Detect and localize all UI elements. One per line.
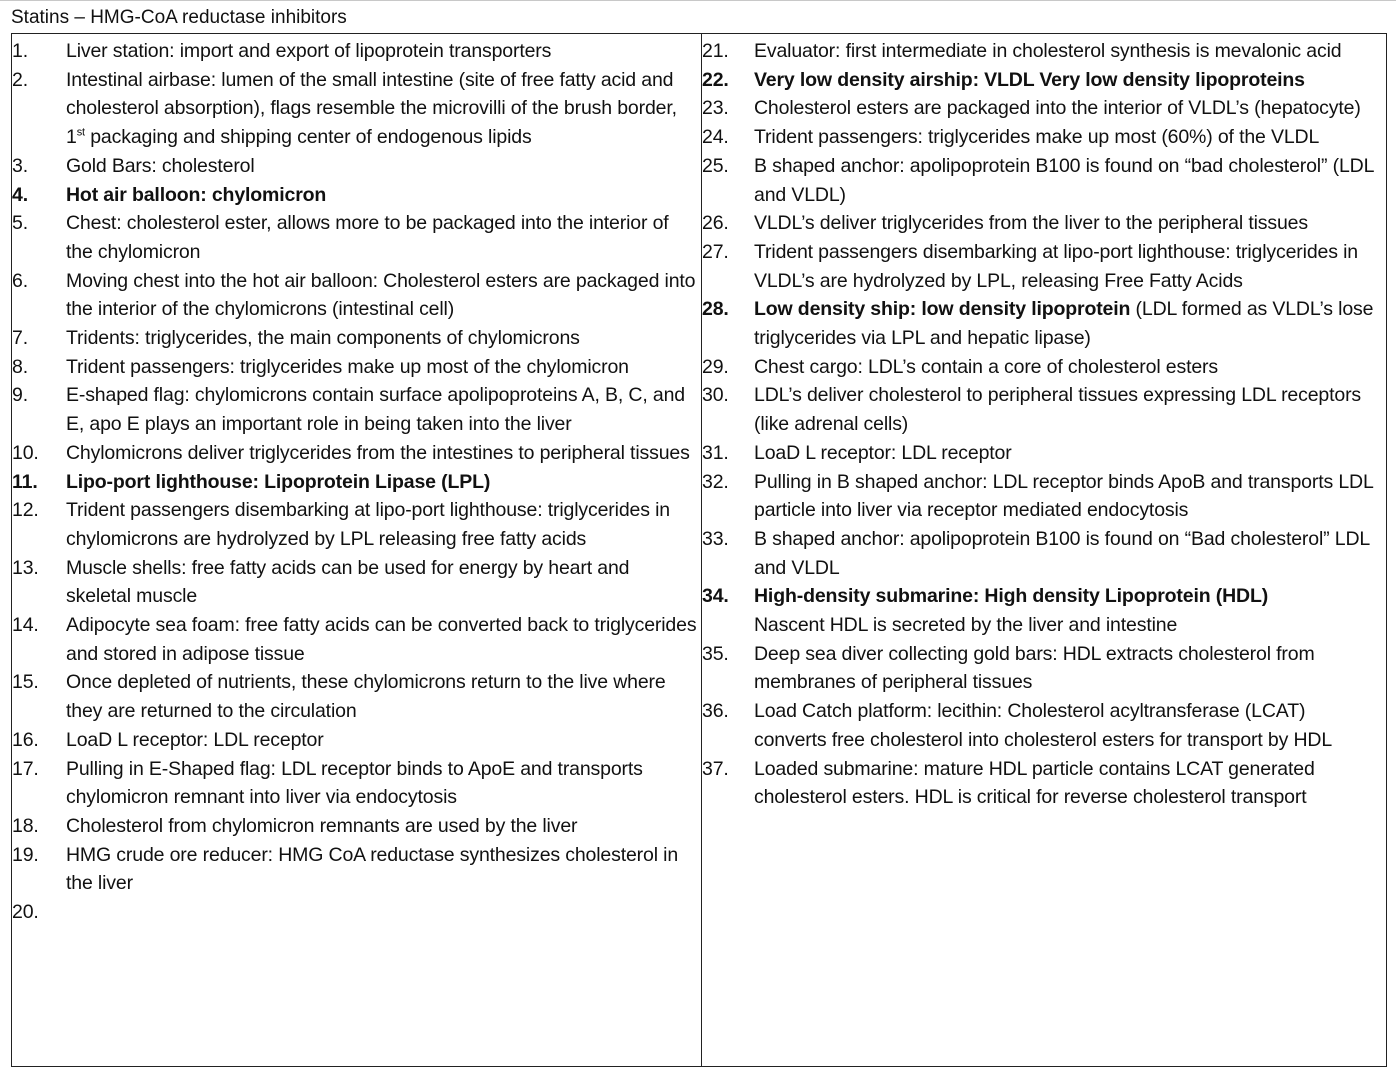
- list-item: [702, 582, 1386, 639]
- item-text: [754, 755, 1386, 812]
- item-number: 11.: [12, 470, 38, 493]
- item-number: 20.: [12, 901, 39, 924]
- item-body-text: (LDL formed as VLDL’s lose triglycerides via LPL and hepatic lipase): [754, 298, 1374, 350]
- item-number: 5.: [12, 212, 28, 235]
- item-number: 7.: [12, 327, 28, 350]
- item-text: [66, 381, 701, 438]
- item-text: [66, 267, 701, 324]
- item-body-text: Trident passengers disembarking at lipo-port lighthouse: triglycerides in chylomicrons are hydrolyzed by LPL releasing free fatty acids: [66, 499, 670, 550]
- item-text: [754, 468, 1386, 525]
- item-number: 4.: [12, 183, 28, 206]
- list-item: [702, 755, 1386, 812]
- item-number: 1.: [12, 40, 28, 62]
- list-item: [702, 37, 1386, 66]
- list-item: [702, 381, 1386, 438]
- item-number: 29.: [702, 355, 729, 378]
- list-item: [12, 439, 701, 468]
- list-item: [702, 697, 1386, 754]
- item-number: 21.: [702, 40, 729, 62]
- item-text: [754, 94, 1386, 123]
- item-number: 35.: [702, 642, 729, 665]
- item-number: 3.: [12, 154, 28, 177]
- item-text: [754, 381, 1386, 438]
- item-text: [66, 496, 701, 553]
- item-number: 33.: [702, 527, 729, 550]
- item-number: 36.: [702, 700, 729, 723]
- right-column: [702, 34, 1386, 1066]
- list-item: [12, 755, 701, 812]
- list-item: [12, 267, 701, 324]
- list-item: [702, 353, 1386, 382]
- list-item: [702, 123, 1386, 152]
- item-body-text: Pulling in B shaped anchor: LDL receptor binds ApoB and transports LDL particle into liver via receptor mediated endocytosis: [754, 470, 1373, 522]
- item-body-text: Chylomicrons deliver triglycerides from the intestines to peripheral tissues: [66, 441, 690, 464]
- item-superscript: st: [76, 126, 85, 139]
- item-text: [66, 324, 701, 353]
- list-item: [702, 152, 1386, 209]
- list-item: [12, 496, 701, 553]
- list-item: [702, 94, 1386, 123]
- list-item: [702, 66, 1386, 95]
- item-number: 16.: [12, 728, 39, 751]
- item-body-text: Cholesterol esters are packaged into the interior of VLDL’s (hepatocyte): [754, 97, 1361, 120]
- item-number: 30.: [702, 384, 729, 407]
- item-body-text: VLDL’s deliver triglycerides from the liver to the peripheral tissues: [754, 212, 1308, 235]
- list-item: [12, 841, 701, 898]
- item-number: 17.: [12, 757, 39, 780]
- item-number: 15.: [12, 671, 39, 694]
- list-item: [12, 611, 701, 668]
- list-item: [12, 181, 701, 210]
- item-body-text: LoaD L receptor: LDL receptor: [66, 728, 324, 751]
- item-body-text: Chest: cholesterol ester, allows more to be packaged into the interior of the chylomicron: [66, 212, 669, 263]
- list-item: [702, 439, 1386, 468]
- item-text: [66, 812, 701, 841]
- item-text: [754, 238, 1386, 295]
- item-number: 25.: [702, 154, 729, 177]
- item-text: [66, 152, 701, 181]
- item-number: 31.: [702, 441, 729, 464]
- left-column: [12, 34, 702, 1066]
- list-item: [702, 468, 1386, 525]
- item-number: 6.: [12, 269, 28, 292]
- item-body-text: Cholesterol from chylomicron remnants are used by the liver: [66, 814, 578, 837]
- item-text: [66, 209, 701, 266]
- item-number: 13.: [12, 556, 39, 579]
- list-item: [12, 898, 701, 927]
- list-item: [12, 353, 701, 382]
- list-item: [12, 726, 701, 755]
- item-text: [66, 668, 701, 725]
- item-body-text: Evaluator: first intermediate in cholesterol synthesis is mevalonic acid: [754, 40, 1342, 62]
- item-number: 37.: [702, 757, 729, 780]
- item-body-text-continued: packaging and shipping center of endogenous lipids: [84, 126, 532, 149]
- item-body-text: Nascent HDL is secreted by the liver and intestine: [754, 614, 1178, 637]
- item-text: [754, 697, 1386, 754]
- item-body-text: Deep sea diver collecting gold bars: HDL extracts cholesterol from membranes of peripheral tissues: [754, 642, 1315, 694]
- item-number: 14.: [12, 614, 39, 637]
- list-item: [12, 554, 701, 611]
- item-number: 9.: [12, 384, 28, 407]
- item-text: [754, 295, 1386, 352]
- item-body-text: Once depleted of nutrients, these chylomicrons return to the live where they are returned to the circulation: [66, 671, 666, 723]
- item-text: [66, 37, 701, 66]
- item-text: [754, 439, 1386, 468]
- item-number: 34.: [702, 585, 729, 608]
- item-number: 2.: [12, 68, 28, 91]
- item-text: [754, 640, 1386, 697]
- item-text: [66, 841, 701, 898]
- top-border-line: [0, 0, 1396, 1]
- item-body-text: Liver station: import and export of lipoprotein transporters: [66, 40, 552, 62]
- item-text: [66, 898, 701, 927]
- content-table: [11, 33, 1387, 1067]
- item-text: [66, 468, 701, 497]
- item-text: [754, 209, 1386, 238]
- item-body-text: HMG crude ore reducer: HMG CoA reductase synthesizes cholesterol in the liver: [66, 843, 679, 895]
- list-item: [12, 37, 701, 66]
- list-item: [702, 295, 1386, 352]
- item-body-text: B shaped anchor: apolipoprotein B100 is found on “bad cholesterol” (LDL and VLDL): [754, 154, 1374, 206]
- item-bold-text: Hot air balloon: chylomicron: [66, 183, 327, 206]
- item-text: [66, 353, 701, 382]
- list-item: [12, 66, 701, 152]
- item-text: [66, 755, 701, 812]
- item-body-text: Trident passengers disembarking at lipo-port lighthouse: triglycerides in VLDL’s are hydrolyzed by LPL, releasing Free Fatty Acids: [754, 240, 1358, 292]
- item-body-text: Trident passengers: triglycerides make up most of the chylomicron: [66, 355, 629, 378]
- item-text: [754, 353, 1386, 382]
- item-number: 27.: [702, 240, 729, 263]
- item-text: [754, 37, 1386, 66]
- item-number: 26.: [702, 212, 729, 235]
- list-item: [12, 468, 701, 497]
- item-bold-text: Lipo-port lighthouse: Lipoprotein Lipase (LPL): [66, 470, 491, 493]
- item-body-text: Moving chest into the hot air balloon: Cholesterol esters are packaged into the interior of the chylomicrons (intestinal cell): [66, 269, 696, 321]
- item-body-text: Gold Bars: cholesterol: [66, 154, 255, 177]
- item-number: 19.: [12, 843, 39, 866]
- item-number: 22.: [702, 68, 729, 91]
- list-item: [12, 668, 701, 725]
- item-body-text: Muscle shells: free fatty acids can be used for energy by heart and skeletal muscle: [66, 556, 630, 608]
- page-title: Statins – HMG-CoA reductase inhibitors: [11, 7, 347, 28]
- list-item: [702, 640, 1386, 697]
- list-item: [702, 238, 1386, 295]
- item-body-text: Trident passengers: triglycerides make up most (60%) of the VLDL: [754, 126, 1320, 149]
- item-text: [66, 726, 701, 755]
- item-text: [66, 181, 701, 210]
- list-item: [702, 209, 1386, 238]
- item-text: [754, 66, 1386, 95]
- item-text: [754, 525, 1386, 582]
- item-text: [66, 611, 701, 668]
- item-text: [754, 123, 1386, 152]
- item-bold-text: Very low density airship: VLDL Very low density lipoproteins: [754, 68, 1305, 91]
- item-number: 12.: [12, 499, 39, 522]
- list-item: [702, 525, 1386, 582]
- item-number: 10.: [12, 441, 39, 464]
- item-body-text: Chest cargo: LDL’s contain a core of cholesterol esters: [754, 355, 1218, 378]
- list-item: [12, 381, 701, 438]
- item-number: 18.: [12, 814, 39, 837]
- item-bold-text: Low density ship: low density lipoprotein: [754, 298, 1131, 321]
- item-number: 23.: [702, 97, 729, 120]
- item-body-text: B shaped anchor: apolipoprotein B100 is found on “Bad cholesterol” LDL and VLDL: [754, 527, 1370, 579]
- item-body-text: Tridents: triglycerides, the main components of chylomicrons: [66, 327, 580, 350]
- list-item: [12, 324, 701, 353]
- item-body-text: Intestinal airbase: lumen of the small intestine (site of free fatty acid and cholesterol absorption), flags resemble the microvilli of the brush border, 1: [66, 68, 677, 149]
- item-body-text: Load Catch platform: lecithin: Cholesterol acyltransferase (LCAT) converts free cholesterol into cholesterol esters for transport by HDL: [754, 700, 1333, 751]
- item-number: 32.: [702, 470, 729, 493]
- item-number: 8.: [12, 355, 28, 378]
- item-body-text: Pulling in E-Shaped flag: LDL receptor binds to ApoE and transports chylomicron remnant into liver via endocytosis: [66, 757, 643, 809]
- list-item: [12, 812, 701, 841]
- item-body-text: E-shaped flag: chylomicrons contain surface apolipoproteins A, B, C, and E, apo E plays an important role in being taken into the liver: [66, 384, 685, 436]
- item-body-text: LoaD L receptor: LDL receptor: [754, 441, 1012, 464]
- item-body-text: Loaded submarine: mature HDL particle contains LCAT generated cholesterol esters. HDL is critical for reverse cholesterol transport: [754, 757, 1315, 809]
- item-text: [66, 554, 701, 611]
- item-body-text: Adipocyte sea foam: free fatty acids can be converted back to triglycerides and stored in adipose tissue: [66, 614, 697, 665]
- item-number: 28.: [702, 298, 729, 321]
- item-text: [66, 66, 701, 152]
- list-item: [12, 209, 701, 266]
- item-bold-text: High-density submarine: High density Lipoprotein (HDL): [754, 585, 1269, 608]
- item-number: 24.: [702, 126, 729, 149]
- item-text: [754, 582, 1386, 639]
- item-text: [754, 152, 1386, 209]
- item-text: [66, 439, 701, 468]
- item-body-text: LDL’s deliver cholesterol to peripheral tissues expressing LDL receptors (like adrenal cells): [754, 384, 1362, 436]
- list-item: [12, 152, 701, 181]
